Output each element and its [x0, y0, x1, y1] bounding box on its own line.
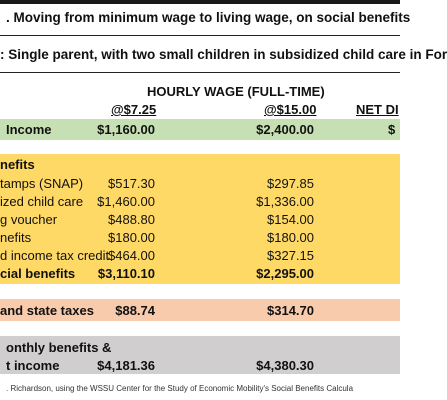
taxes-label: and state taxes — [0, 303, 94, 318]
table-title: . Moving from minimum wage to living wage, on social benefits — [6, 10, 411, 25]
childcare-label: ized child care — [0, 194, 84, 209]
column-header-15-00: @$15.00 — [264, 102, 317, 117]
hourly-wage-group-header: HOURLY WAGE (FULL-TIME) — [147, 84, 325, 99]
income-label: Income — [6, 122, 52, 137]
benefits-band — [0, 154, 400, 284]
total-benefits-value-7-25: $3,110.10 — [97, 266, 155, 281]
total-benefits-label: cial benefits — [0, 266, 76, 281]
housing-value-15-00: $154.00 — [267, 212, 314, 227]
title-divider — [0, 35, 400, 36]
housing-label: g voucher — [0, 212, 58, 227]
total-benefits-value-15-00: $2,295.00 — [256, 266, 314, 281]
eitc-value-7-25: $464.00 — [108, 248, 155, 263]
benefits-section-header: nefits — [0, 157, 35, 172]
total-label-line1: onthly benefits & — [6, 340, 112, 355]
column-header-7-25: @$7.25 — [111, 102, 157, 117]
eitc-value-15-00: $327.15 — [267, 248, 314, 263]
total-value-15-00: $4,380.30 — [256, 358, 314, 373]
source-footnote: . Richardson, using the WSSU Center for the Study of Economic Mobility's Social Benefits Calcula — [6, 384, 354, 393]
income-value-15-00: $2,400.00 — [256, 122, 314, 137]
income-value-net-cut: $ — [388, 122, 396, 137]
income-value-7-25: $1,160.00 — [97, 122, 155, 137]
total-label-line2: t income — [6, 358, 60, 373]
snap-value-15-00: $297.85 — [267, 176, 314, 191]
table-subtitle: : Single parent, with two small children in subsidized child care in For — [0, 47, 447, 62]
housing-value-7-25: $488.80 — [108, 212, 155, 227]
other-benefits-label: nefits — [0, 230, 32, 245]
subtitle-divider — [0, 72, 400, 73]
other-benefits-value-7-25: $180.00 — [108, 230, 155, 245]
column-header-net-difference: NET DI — [356, 102, 399, 117]
snap-label: tamps (SNAP) — [0, 176, 84, 191]
childcare-value-7-25: $1,460.00 — [97, 194, 155, 209]
top-frame-border — [0, 0, 400, 4]
income-band — [0, 119, 400, 140]
snap-value-7-25: $517.30 — [108, 176, 155, 191]
other-benefits-value-15-00: $180.00 — [267, 230, 314, 245]
total-value-7-25: $4,181.36 — [97, 358, 155, 373]
taxes-value-7-25: $88.74 — [115, 303, 155, 318]
taxes-value-15-00: $314.70 — [267, 303, 314, 318]
eitc-label: d income tax credit — [0, 248, 110, 263]
childcare-value-15-00: $1,336.00 — [256, 194, 314, 209]
